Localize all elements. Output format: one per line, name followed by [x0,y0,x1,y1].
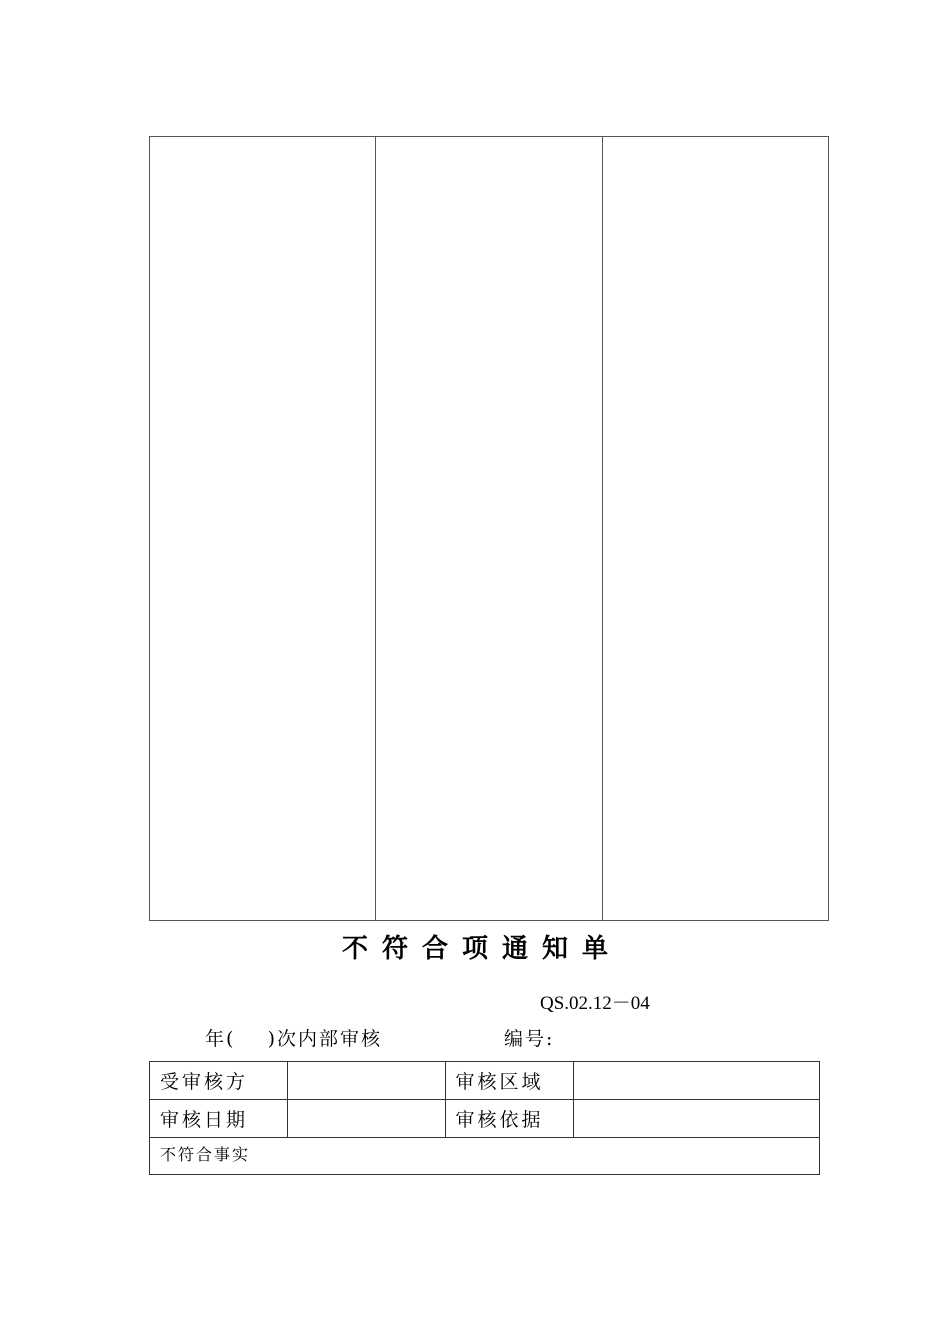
audited-party-label: 受审核方 [150,1062,288,1100]
page-title: 不符合项通知单 [341,934,622,964]
nonconformity-facts-label: 不符合事实 [160,1145,251,1164]
top-blank-table [149,136,829,921]
audit-area-field[interactable] [574,1062,820,1100]
serial-number-label: 编号: [504,1028,555,1050]
form-row-audit-date [150,1100,820,1138]
audit-basis-field[interactable] [574,1100,820,1138]
audit-date-label: 审核日期 [150,1100,288,1138]
audited-party-field[interactable] [287,1062,445,1100]
nonconformity-facts-field[interactable] [150,1138,820,1175]
audit-date-field[interactable] [287,1100,445,1138]
audit-session-line: 年( )次内部审核 [205,1028,382,1050]
blank-column-1 [150,137,375,920]
form-row-audited-party [150,1062,820,1100]
nonconformity-form-table [149,1061,820,1175]
document-code: QS.02.12－04 [540,993,650,1014]
blank-column-3 [602,137,828,920]
audit-area-label: 审核区域 [445,1062,574,1100]
blank-column-2 [375,137,601,920]
audit-basis-label: 审核依据 [445,1100,574,1138]
form-row-nonconformity-facts [150,1138,820,1175]
